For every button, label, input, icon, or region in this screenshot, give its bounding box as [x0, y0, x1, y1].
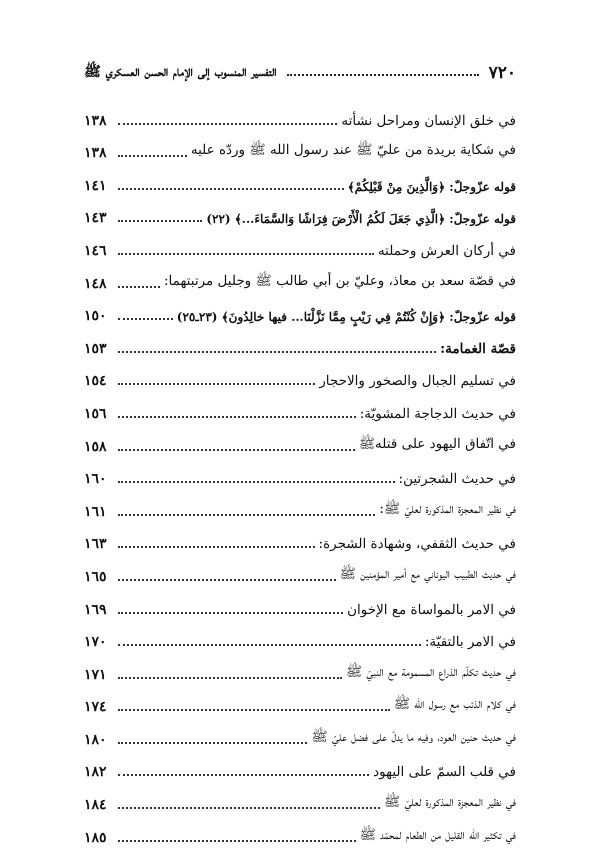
toc-entry — [84, 782, 516, 815]
running-title: التفسير المنسوب إلى الإمام الحسن العسكري ﷺ — [84, 64, 277, 80]
toc-entry — [84, 424, 516, 457]
toc-entry-page: ١٧٤ — [84, 699, 107, 716]
leader-dots — [118, 383, 315, 385]
toc-entry-title: في قلب السمّ على اليهود — [373, 764, 516, 781]
toc-entry — [84, 196, 516, 229]
table-of-contents — [84, 98, 516, 848]
toc-entry-title: قصّة الغمامة: — [440, 340, 516, 357]
leader-dots — [118, 351, 436, 353]
leader-dots — [118, 709, 390, 711]
toc-entry — [84, 163, 516, 196]
toc-entry-page: ١٣٨ — [84, 145, 107, 162]
toc-entry — [84, 815, 516, 848]
leader-dots — [118, 123, 337, 125]
leader-dots — [118, 579, 336, 581]
leader-dots — [118, 742, 307, 744]
toc-entry-page: ١٨٢ — [84, 764, 107, 781]
toc-entry-page: ١٥٠ — [84, 308, 107, 325]
toc-entry-title: في حديث حنين العود، وفيه ما يدلّ على فضل عليّ ﷺ — [311, 728, 516, 745]
toc-entry — [84, 587, 516, 620]
toc-entry-page: ١٤٣ — [84, 210, 107, 227]
toc-entry-title: في تسليم الجبال والصخور والاحجار — [319, 373, 516, 390]
toc-entry-title: في نظير المعجزة المذكورة لعليّ ﷺ: — [379, 500, 516, 517]
toc-entry — [84, 652, 516, 685]
leader-dots — [118, 286, 160, 288]
toc-entry-page: ١٧٠ — [84, 634, 107, 651]
toc-entry-title: قوله عزّوجلّ: ﴿الَّذِي جَعَلَ لَكُمُ الْأَرْضَ فِرَاشًا وَالسَّمَاءَ...﴾ (٢٢) — [206, 212, 516, 227]
leader-dots — [118, 774, 369, 776]
toc-entry-page: ١٤١ — [84, 177, 107, 194]
toc-entry-page: ١٦٩ — [84, 601, 107, 618]
toc-entry-title: في حديث الشجرتين: — [398, 471, 516, 488]
header-divider — [287, 74, 479, 76]
leader-dots — [118, 188, 344, 190]
toc-entry — [84, 391, 516, 424]
toc-entry-title: في خلق الإنسان ومراحل نشأته — [341, 112, 516, 129]
toc-entry-title: في حديث الطبيب اليوناني مع أمير المؤمنين ﷺ — [339, 565, 516, 582]
leader-dots — [118, 677, 342, 679]
toc-entry-page: ١٧١ — [84, 666, 107, 683]
toc-entry-title: في كلام الذئب مع رسول الله ﷺ — [393, 696, 516, 713]
toc-entry-page: ١٦٣ — [84, 536, 107, 553]
leader-dots — [118, 449, 355, 451]
toc-entry-title: في حديث الدجاجة المشويّة: — [359, 405, 516, 422]
toc-entry-title: قوله عزّوجلّ: ﴿وَالَّذِينَ مِنْ قَبْلِكُمْ﴾ — [347, 179, 516, 194]
toc-entry — [84, 326, 516, 359]
leader-dots — [118, 840, 356, 842]
toc-entry-page: ١٥٦ — [84, 405, 107, 422]
leader-dots — [118, 481, 395, 483]
leader-dots — [118, 318, 173, 320]
leader-dots — [118, 546, 315, 548]
toc-entry-title: قوله عزّوجلّ: ﴿وَإِنْ كُنْتُمْ فِي رَيْبٍ مِمَّا نَزَّلْنَا... فيها خالِدُونَ﴾ (٢٣ـ٢٥) — [176, 310, 516, 325]
toc-entry-title: في شكاية بريدة من عليّ ﷺ عند رسول الله ﷺ وردّه عليه — [190, 142, 516, 159]
toc-entry-page: ١٤٦ — [84, 242, 107, 259]
leader-dots — [118, 416, 356, 418]
leader-dots — [118, 253, 374, 255]
toc-entry — [84, 522, 516, 555]
toc-entry-page: ١٤٨ — [84, 275, 107, 292]
toc-entry-page: ١٥٣ — [84, 340, 107, 357]
toc-entry — [84, 717, 516, 750]
toc-entry-page: ١٦٠ — [84, 471, 107, 488]
toc-entry — [84, 359, 516, 392]
toc-entry — [84, 685, 516, 718]
toc-entry — [84, 489, 516, 522]
toc-entry — [84, 554, 516, 587]
toc-entry — [84, 131, 516, 164]
toc-entry-page: ١٦١ — [84, 503, 107, 520]
toc-entry-title: في قصّة سعد بن معاذ، وعليّ بن أبي طالب ﷺ وجليل مرتبتهما: — [163, 272, 516, 289]
leader-dots — [118, 155, 187, 157]
toc-entry-page: ١٣٨ — [84, 112, 107, 129]
toc-entry — [84, 294, 516, 327]
toc-entry-page: ١٨٥ — [84, 829, 107, 846]
toc-entry-page: ١٨٠ — [84, 731, 107, 748]
leader-dots — [118, 807, 380, 809]
toc-entry-title: في حديث تكلّم الذراع المسمومة مع النبيّ ﷺ — [345, 663, 516, 680]
leader-dots — [118, 612, 343, 614]
leader-dots — [118, 220, 202, 222]
page-number: ٧٢٠ — [488, 63, 516, 83]
toc-entry — [84, 620, 516, 653]
toc-entry-title: في الامر بالتقيّة: — [424, 634, 516, 651]
leader-dots — [118, 644, 421, 646]
toc-entry — [84, 228, 516, 261]
toc-entry — [84, 261, 516, 294]
toc-entry-page: ١٦٥ — [84, 568, 107, 585]
toc-entry-title: في اتّفاق اليهود على قتلهﷺ — [358, 435, 516, 452]
toc-entry-page: ١٨٤ — [84, 797, 107, 814]
toc-entry — [84, 750, 516, 783]
toc-entry-title: في تكثير الله القليل من الطعام لمحمّد ﷺ — [359, 826, 516, 843]
toc-entry-title: في حديث الثقفي، وشهادة الشجرة: — [318, 536, 516, 553]
toc-entry-title: في أركان العرش وحملته — [377, 242, 516, 259]
page-header — [84, 62, 516, 84]
toc-entry-page: ١٥٤ — [84, 373, 107, 390]
toc-entry — [84, 457, 516, 490]
toc-entry — [84, 98, 516, 131]
toc-entry-page: ١٥٨ — [84, 438, 107, 455]
toc-entry-title: في نظير المعجزة المذكورة لعليّ ﷺ — [383, 794, 516, 811]
leader-dots — [118, 514, 375, 516]
toc-entry-title: في الامر بالمواساة مع الإخوان — [347, 601, 516, 618]
